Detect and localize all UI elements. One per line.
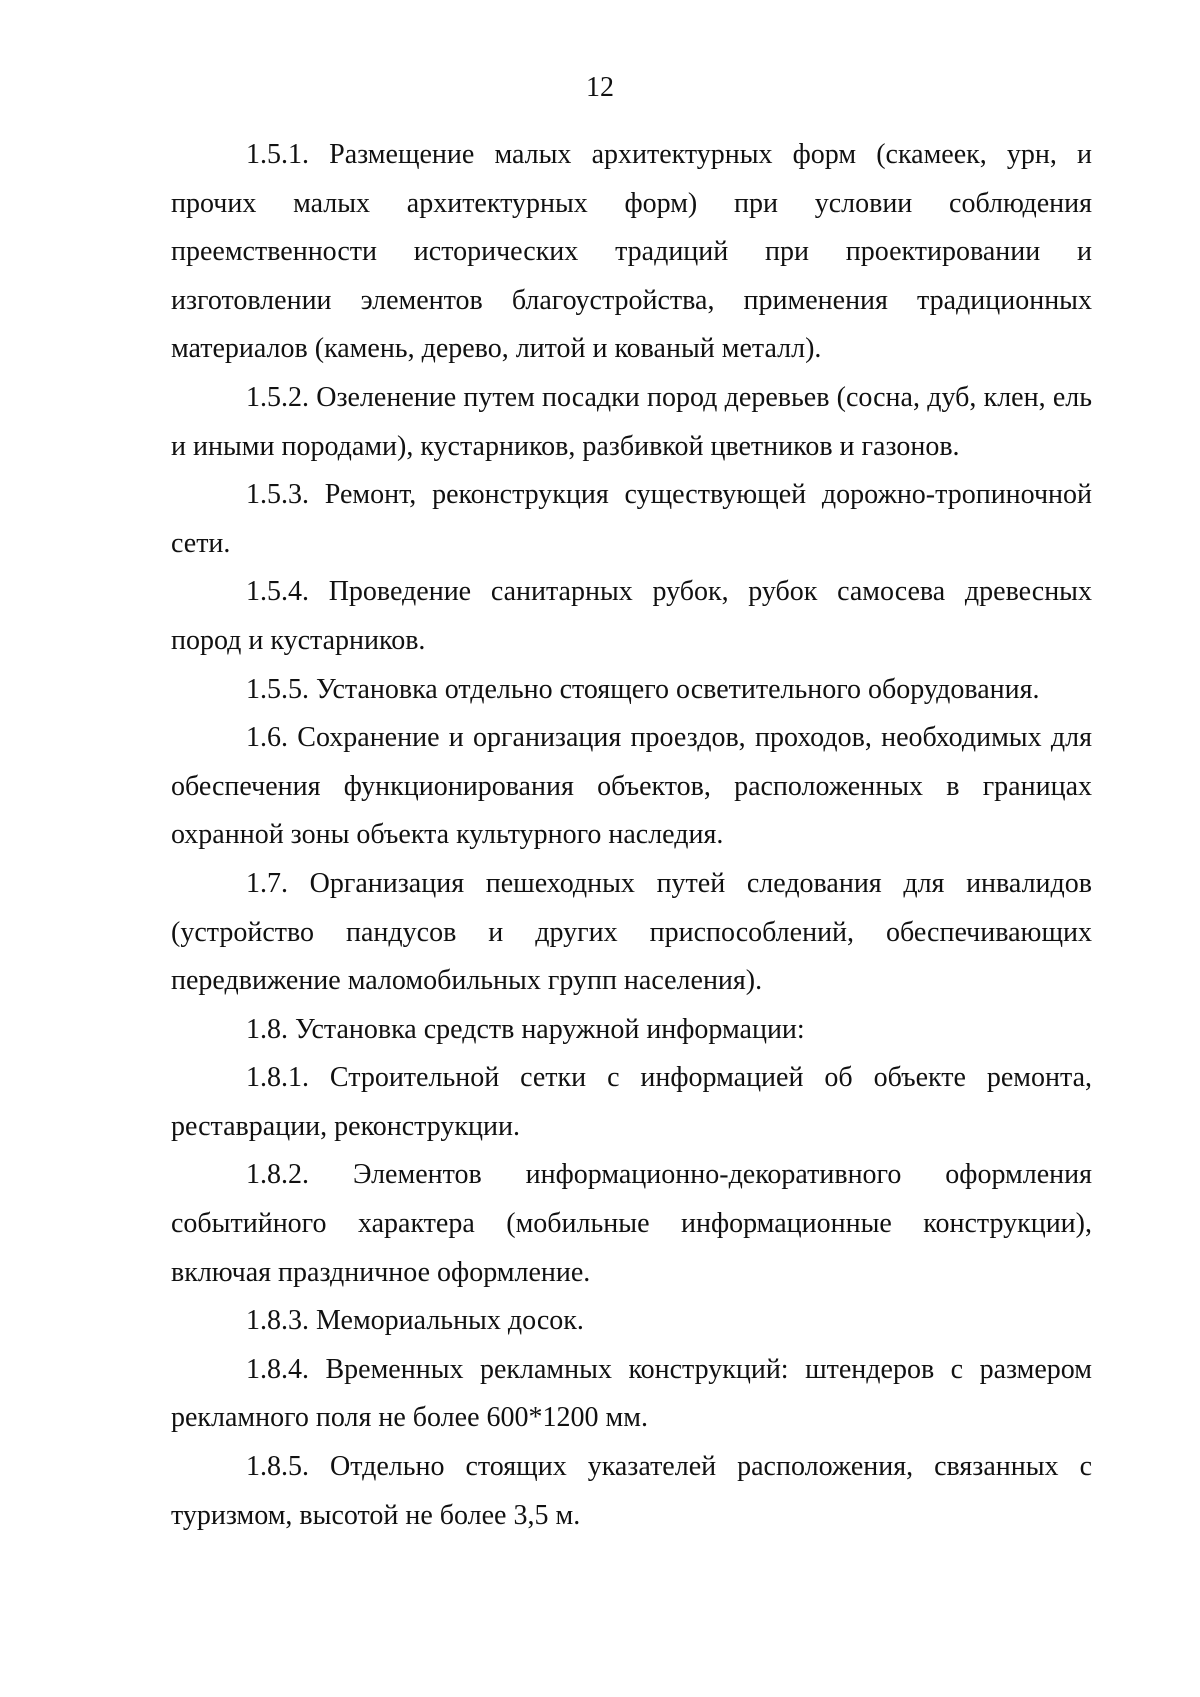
paragraph-1-5-3: 1.5.3. Ремонт, реконструкция существующей дорожно-тропиночной сети. [171,479,1092,559]
paragraph-1-8-4: 1.8.4. Временных рекламных конструкций: штендеров с размером рекламного поля не более 600*1200 мм. [171,1353,1092,1434]
paragraph-1-5-4: 1.5.4. Проведение санитарных рубок, рубок самосева древесных пород и кустарников. [171,576,1092,656]
paragraph-1-5-5: 1.5.5. Установка отдельно стоящего осветительного оборудования. [246,673,1040,705]
paragraph-1-8-5: 1.8.5. Отдельно стоящих указателей расположения, связанных с туризмом, высотой не более 3,5 м. [171,1451,1092,1531]
paragraph-1-8-3: 1.8.3. Мемориальных досок. [246,1305,584,1337]
paragraph-1-5-1: 1.5.1. Размещение малых архитектурных форм (скамеек, урн, и прочих малых архитектурных форм) при условии соблюдения преемственности исторических традиций при проектировании и изготовлении элементов благоустройства, применения традиционных материалов (камень, дерево, литой и кованый металл). [171,139,1092,365]
document-body [171,131,1092,1540]
paragraph-1-5-2: 1.5.2. Озеленение путем посадки пород деревьев (сосна, дуб, клен, ель и иными породами), кустарников, разбивкой цветников и газонов. [171,381,1092,462]
paragraph-1-8-2: 1.8.2. Элементов информационно-декоративного оформления событийного характера (мобильные информационные конструкции), включая праздничное оформление. [171,1159,1092,1288]
page-number: 12 [586,72,614,103]
paragraph-1-7: 1.7. Организация пешеходных путей следования для инвалидов (устройство пандусов и других приспособлений, обеспечивающих передвижение маломобильных групп населения). [171,867,1092,997]
paragraph-1-8-1: 1.8.1. Строительной сетки с информацией об объекте ремонта, реставрации, реконструкции. [171,1062,1092,1142]
paragraph-1-8: 1.8. Установка средств наружной информации: [246,1013,805,1045]
paragraph-1-6: 1.6. Сохранение и организация проездов, проходов, необходимых для обеспечения функционирования объектов, расположенных в границах охранной зоны объекта культурного наследия. [171,722,1092,851]
